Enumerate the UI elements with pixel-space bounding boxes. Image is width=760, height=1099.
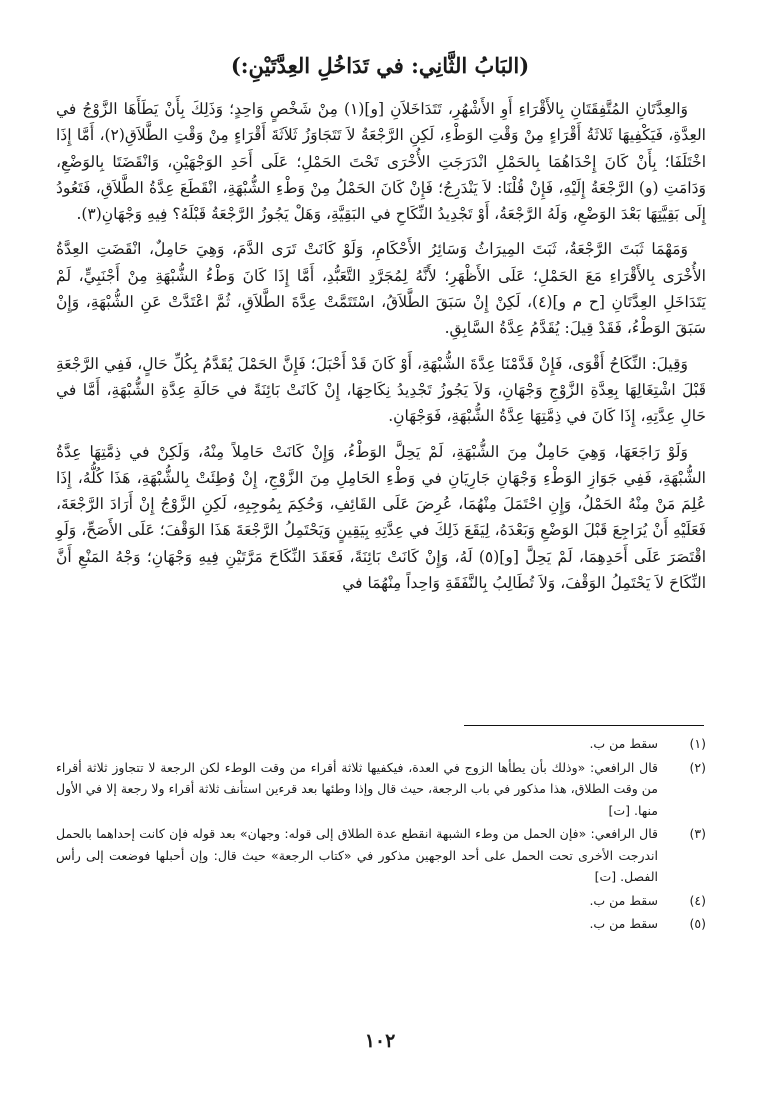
footnote-number: (٥) — [689, 916, 706, 931]
footnote-text: سقط من ب. — [589, 892, 658, 908]
footnote-number: (٣) — [689, 826, 706, 841]
footnote-text: سقط من ب. — [589, 736, 658, 751]
footnote — [56, 733, 706, 755]
chapter-title: (البَابُ الثَّانِي: في تَدَاخُلِ العِدَّتَيْنِ:) — [230, 53, 530, 78]
main-text — [56, 96, 706, 605]
footnote — [56, 890, 706, 912]
footnote-number: (٤) — [689, 892, 706, 908]
footnotes — [56, 733, 706, 937]
footnote-text: قال الرافعي: «وذلك بأن يطأها الزوج في العدة، فيكفيها ثلاثة أقراء من وقت الوطء لكن الرجعة لا تتجاوز ثلاثة أقراء من وقت الطلاق، هذا مذكور في باب الرجعة، حيث قال وإذا وطئها بعد قرءين استأنف ثلاثة أقراء ولا رجعة إلا في الأول منها. [ت] — [56, 759, 658, 818]
footnote — [56, 823, 706, 888]
footnote-divider — [464, 725, 704, 726]
paragraph: وَقِيلَ: النِّكَاحُ أَقْوَى، فَإِنْ قَدَّمْنَا عِدَّةَ الشُّبْهَةِ، أَوْ كَانَ قَدْ أَحْبَلَ؛ فَإِنَّ الحَمْلَ يُقَدَّمُ بِكُلِّ حَالٍ، فَفِي الرَّجْعَةِ قَبْلَ اشْتِغَالِهَا بِعِدَّةِ الزَّوْجِ وَجْهَانِ، وَلاَ يَجُوزُ تَجْدِيدُ نِكَاحِهَا، إِنْ كَانَتْ بَائِنَةً في حَالَةِ عِدَّةِ الشُّبْهَةِ، أَمَّا في حَالِ عِدَّتِهِ، إِذَا كَانَ في ذِمَّتِهَا عِدَّةُ الشُّبْهَةِ، فَوَجْهَانِ. — [56, 354, 706, 426]
footnote — [56, 913, 706, 935]
paragraph: وَالعِدَّتَانِ المُتَّفِقَتَانِ بِالأَقْرَاءِ أَوِ الأَشْهُرِ، تَتَدَاخَلاَنِ [و](١) مِنْ شَخْصٍ وَاحِدٍ؛ وَذَلِكَ بِأَنْ يَطَأَهَا الزَّوْجُ في العِدَّةِ، فَيَكْفِيهَا ثَلاثَةُ أَقْرَاءٍ مِنْ وَقْتِ الوَطْءِ، لَكِنِ الرَّجْعَةُ لاَ تَتَجَاوَزُ ثَلاَثَةَ أَقْرَاءٍ مِنْ وَقْتِ الطَّلاَقِ(٢)، أَمَّا إِذَا اخْتَلَفَا؛ بِأَنْ كَانَ إِحْدَاهُمَا بِالحَمْلِ انْدَرَجَتِ الأُخْرَى تَحْتَ الحَمْلِ؛ عَلَى أَحَدِ الوَجْهَيْنِ، وَانْقَضَتَا بِالوَضْعِ، وَدَامَتِ (و) الرَّجْعَةُ إِلَيْهِ، فَإِنْ قُلْنَا: لاَ يَنْدَرِجُ؛ فَإِنْ كَانَ الحَمْلُ مِنْ وَطْءِ الشُّبْهَةِ، انْقَطَعَ عِدَّةُ الطَّلاَقِ، فَتَعُودُ إِلَى بَقِيَّتِهَا بَعْدَ الوَضْعِ، وَلَهُ الرَّجْعَةُ، أَوْ تَجْدِيدُ النِّكَاحِ في البَقِيَّةِ، وَهَلْ يَجُوزُ الرَّجْعَةُ قَبْلَهُ؟ فِيهِ وَجْهَانِ(٣). — [56, 100, 706, 224]
footnote — [56, 757, 706, 822]
paragraph: وَمَهْمَا ثَبَتَ الرَّجْعَةُ، ثَبَتَ المِيرَاثُ وَسَائِرُ الأَحْكَامِ، وَلَوْ كَانَتْ تَرَى الدَّمَ، وَهِيَ حَامِلٌ، انْقَضَتِ العِدَّةُ الأُخْرَى بِالأَقْرَاءِ مَعَ الحَمْلِ؛ عَلَى الأَظْهَرِ؛ لأَنَّهُ لِمُجَرَّدِ التَّعَبُّدِ، أَمَّا إِذَا كَانَ وَطْءُ الشُّبْهَةِ مِنْ أَجْنَبِيٍّ، لَمْ يَتَدَاخَلِ العِدَّتَانِ [ح م و](٤)، لَكِنْ إِنْ سَبَقَ الطَّلاَقُ، اسْتَتَمَّتْ عِدَّةَ الطَّلاَقِ، ثُمَّ اعْتَدَّتْ عَنِ الشُّبْهَةِ، وَإِنْ سَبَقَ الوَطْءُ، فَقَدْ قِيلَ: يُقَدَّمُ عِدَّةُ السَّابِقِ. — [56, 240, 706, 338]
footnote-text: قال الرافعي: «فإن الحمل من وطء الشبهة انقطع عدة الطلاق إلى قوله: وجهان» بعد قوله فإن كانت إحداهما بالحمل اندرجت الأخرى تحت الحمل على أحد الوجهين مذكور في «كتاب الرجعة» حيث قال: وإن أحبلها فوضعت إلى رأس الفصل. [ت] — [56, 826, 658, 884]
footnote-text: سقط من ب. — [589, 916, 658, 931]
footnote-number: (٢) — [689, 759, 706, 775]
footnote-number: (١) — [689, 736, 706, 751]
page-number: ١٠٢ — [364, 1030, 396, 1052]
paragraph: وَلَوْ رَاجَعَهَا، وَهِيَ حَامِلٌ مِنَ الشُّبْهَةِ، لَمْ يَحِلَّ الوَطْءُ، وَإِنْ كَانَتْ حَامِلاً مِنْهُ، وَلَكِنْ في ذِمَّتِهَا عِدَّةُ الشُّبْهَةِ، فَفِي جَوَازِ الوَطْءِ وَجْهَانِ جَارِيَانِ في وَطْءِ الحَامِلِ مِنَ الزَّوْجِ، إِنْ وُطِئَتْ بِالشُّبْهَةِ، هَذَا كُلُّهُ، إِذَا عُلِمَ مَنْ مِنْهُ الحَمْلُ، وَإِنِ احْتَمَلَ مِنْهُمَا، عُرِضَ عَلَى القَائِفِ، وَحُكِمَ بِمُوجِبِهِ، لَكِنِ الزَّوْجُ إِنْ أَرَادَ الرَّجْعَةَ، فَعَلَيْهِ أَنْ يُرَاجِعَ قَبْلَ الوَضْعِ وَبَعْدَهُ، لِيَقَعَ ذَلِكَ في عِدَّتِهِ بِيَقِينٍ وَيَحْتَمِلُ الرَّجْعَةَ هَذَا الوَقْفَ؛ عَلَى الأَصَحِّ، وَلَوِ اقْتَصَرَ عَلَى أَحَدِهِمَا، لَمْ يَحِلَّ [و](٥) لَهُ، وَإِنْ كَانَتْ بَائِنَةً، فَعَقَدَ النِّكَاحَ مَرَّتَيْنِ فِيهِ وَجْهَانِ؛ وَجْهُ المَنْعِ أَنَّ النِّكَاحَ لاَ يَحْتَمِلُ الوَقْفَ، وَلاَ تُطَالِبُ بِالنَّفَقَةِ وَاحِداً مِنْهُمَا في — [56, 442, 707, 593]
